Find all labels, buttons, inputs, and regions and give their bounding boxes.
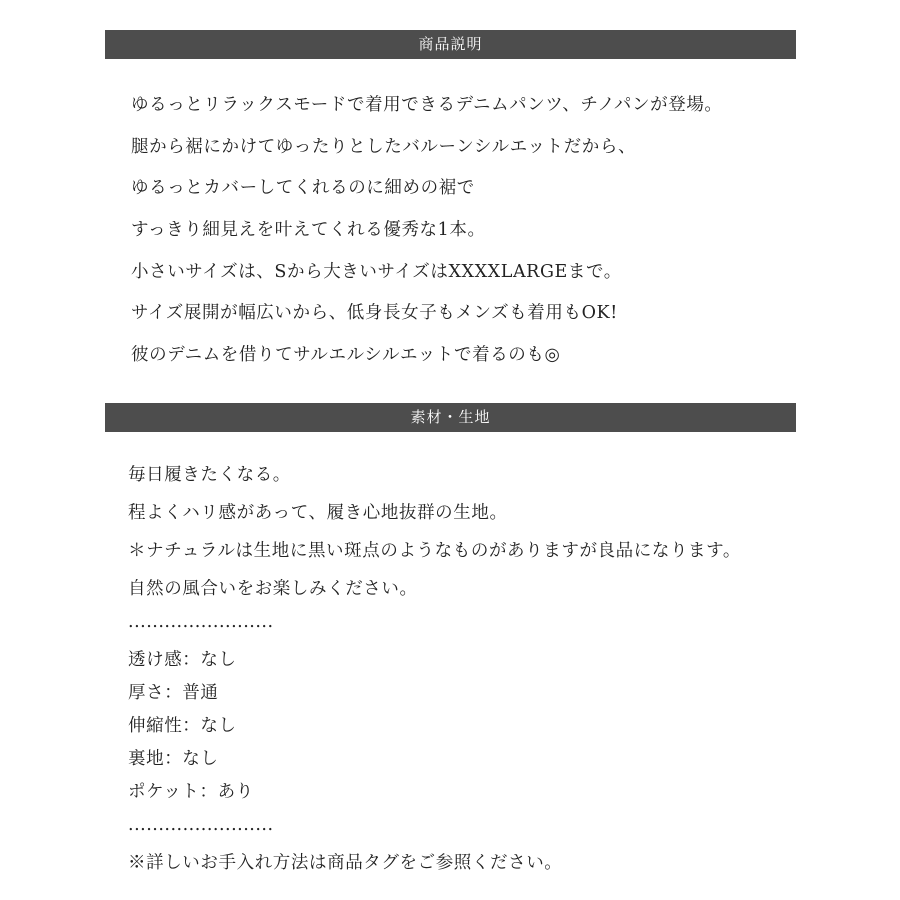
description-line: ゆるっとリラックスモードで着用できるデニムパンツ、チノパンが登場。 (131, 95, 723, 115)
material-intro-line: 毎日履きたくなる。 (128, 465, 291, 485)
spec-stretch: 伸縮性：なし (128, 716, 237, 736)
material-header (105, 403, 796, 432)
spec-pocket: ポケット：あり (128, 782, 254, 802)
description-line: サイズ展開が幅広いから、低身長女子もメンズも着用もOK! (131, 303, 618, 324)
description-title: 商品説明 (418, 35, 483, 53)
description-line: 腿から裾にかけてゆったりとしたバルーンシルエットだから、 (131, 136, 637, 157)
spec-thickness: 厚さ：普通 (128, 683, 219, 703)
spec-transparency: 透け感：なし (128, 650, 237, 670)
description-text (131, 90, 723, 382)
care-note: ※詳しいお手入れ方法は商品タグをご参照ください。 (128, 853, 563, 873)
material-text (128, 460, 741, 881)
material-intro-line: 程よくハリ感があって、履き心地抜群の生地。 (128, 503, 508, 523)
material-title: 素材・生地 (410, 408, 491, 426)
material-intro-line: 自然の風合いをお楽しみください。 (128, 579, 418, 599)
description-line: 小さいサイズは、Sから大きいサイズはXXXXLARGEまで。 (131, 261, 622, 282)
material-intro-line: ＊ナチュラルは生地に黒い斑点のようなものがありますが良品になります。 (128, 541, 741, 561)
description-header (105, 30, 796, 59)
description-line: 彼のデニムを借りてサルエルシルエットで着るのも◎ (131, 345, 561, 366)
description-line: すっきり細見えを叶えてくれる優秀な1本。 (131, 220, 486, 241)
spec-lining: 裏地：なし (128, 749, 219, 769)
description-line: ゆるっとカバーしてくれるのに細めの裾で (131, 178, 475, 199)
dotted-divider: ........................ (128, 815, 274, 835)
dotted-divider: ........................ (128, 612, 274, 632)
